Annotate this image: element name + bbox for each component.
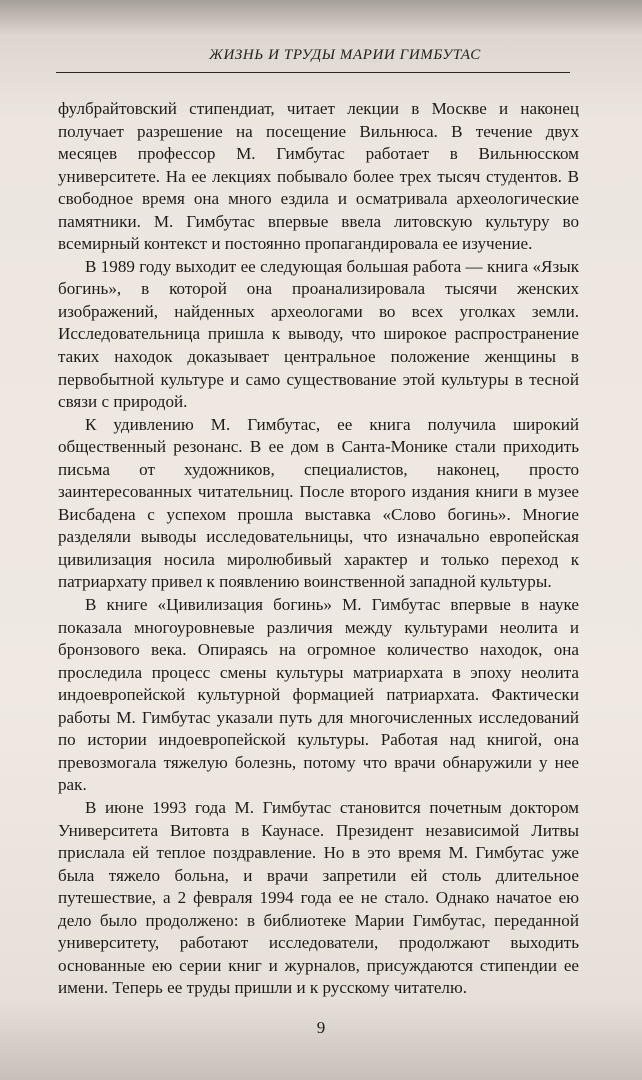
paragraph-1: фулбрайтовский стипендиат, читает лекции в Москве и наконец получает разрешение на посещение Вильнюса. В течение двух месяцев профессор М. Гимбутас работает в Вильнюсском университете. На ее лекциях побывало более трех тысяч студентов. В свободное время она много ездила и осматривала археологические памятники. М. Гимбутас впервые ввела литовскую культуру во всемирный контекст и постоянно пропагандировала ее изучение. [58,99,579,254]
paragraph-5: В июне 1993 года М. Гимбутас становится почетным доктором Университета Витовта в Каунасе. Президент независимой Литвы прислала ей теплое поздравление. Но в это время М. Гимбутас уже была тяжело больна, и врачи запретили ей столь длительное путешествие, а 2 февраля 1994 года ее не стало. Однако начатое ею дело было продолжено: в библиотеке Марии Гимбутас, переданной университету, работают исследователи, продолжают выходить основанные ею серии книг и журналов, присуждаются стипендии ее имени. Теперь ее труды пришли и к русскому читателю. [58,797,579,998]
running-title: ЖИЗНЬ И ТРУДЫ МАРИИ ГИМБУТАС [209,47,481,63]
page-number: 9 [316,1018,326,1037]
body-text [58,98,579,1000]
paragraph-4: В книге «Цивилизация богинь» М. Гимбутас впервые в науке показала многоуровневые различия между культурами неолита и бронзового века. Опираясь на огромное количество находок, она проследила процесс смены культуры матриархата в эпоху неолита индоевропейской культурной формацией патриархата. Фактически работы М. Гимбутас указали путь для многочисленных исследований по истории индоевропейской культуры. Работая над книгой, она превозмогала тяжелую болезнь, потому что врачи обнаружили у нее рак. [58,595,579,795]
paragraph-3: К удивлению М. Гимбутас, ее книга получила широкий общественный резонанс. В ее дом в Санта-Монике стали приходить письма от художников, специалистов, наконец, просто заинтересованных читательниц. После второго издания книги в музее Висбадена с успехом прошла выставка «Слово богинь». Многие разделяли выводы исследовательницы, что изначально европейская цивилизация носила миролюбивый характер и только переход к патриархату привел к появлению воинственной западной культуры. [58,414,579,592]
header-rule [56,72,570,73]
paragraph-2: В 1989 году выходит ее следующая большая работа — книга «Язык богинь», в которой она проанализировала тысячи женских изображений, найденных археологами во всех уголках земли. Исследовательница пришла к выводу, что широкое распространение таких находок доказывает центральное положение женщины в первобытной культуре и само существование этой культуры в тесной связи с природой. [58,256,579,412]
